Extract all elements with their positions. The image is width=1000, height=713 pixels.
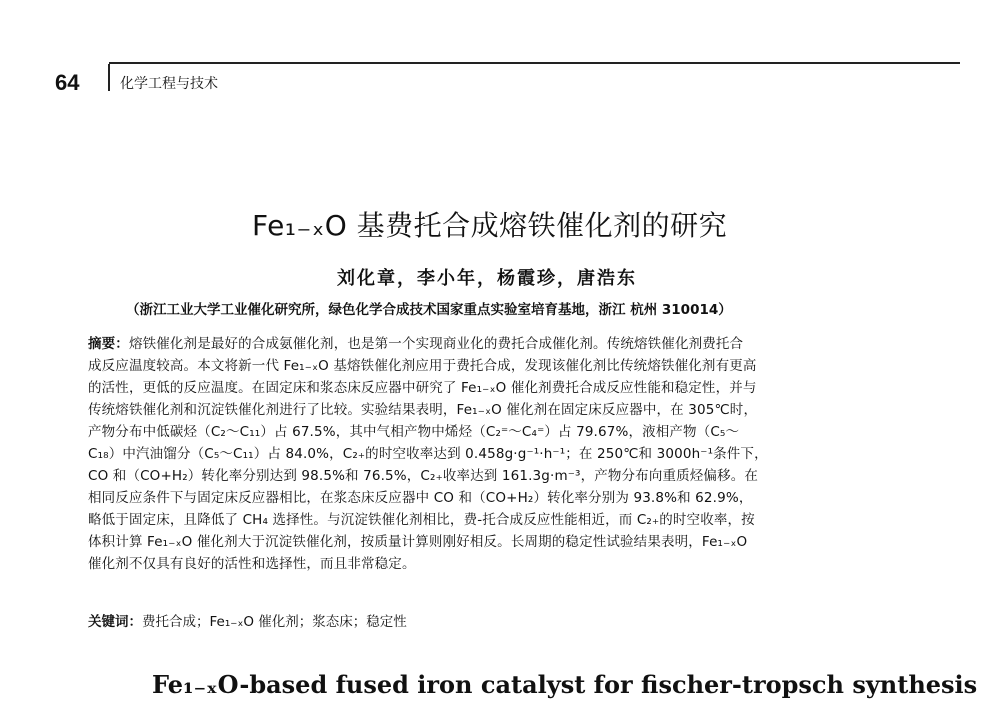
abstract-line: 体积计算 Fe₁₋ₓO 催化剂大于沉淀铁催化剂，按质量计算则刚好相反。长周期的稳定性试验结果表明，Fe₁₋ₓO [88,534,748,550]
keywords [88,610,407,630]
abstract [88,333,922,575]
abstract-line: C₁₈）中汽油馏分（C₅～C₁₁）占 84.0%，C₂₊的时空收率达到 0.458g·g⁻¹·h⁻¹；在 250℃和 3000h⁻¹条件下， [88,446,768,462]
page-header [42,58,962,94]
authors: 刘化章，李小年，杨霞珍，唐浩东 [337,268,637,289]
abstract-line: 成反应温度较高。本文将新一代 Fe₁₋ₓO 基熔铁催化剂应用于费托合成，发现该催化剂比传统熔铁催化剂有更高 [88,358,757,374]
keywords-text: 费托合成；Fe₁₋ₓO 催化剂；浆态床；稳定性 [142,614,407,630]
journal-name: 化学工程与技术 [120,76,218,92]
abstract-label: 摘要： [88,336,129,352]
english-title: Fe₁₋ₓO-based fused iron catalyst for fischer-tropsch synthesis [152,670,978,699]
abstract-line: CO 和（CO+H₂）转化率分别达到 98.5%和 76.5%，C₂₊收率达到 161.3g·m⁻³，产物分布向重质烃偏移。在 [88,468,759,484]
abstract-line [88,333,922,355]
abstract-line: 催化剂不仅具有良好的活性和选择性，而且非常稳定。 [88,556,416,572]
abstract-text: 熔铁催化剂是最好的合成氨催化剂，也是第一个实现商业化的费托合成催化剂。传统熔铁催化剂费托合 [128,336,744,352]
abstract-line: 的活性，更低的反应温度。在固定床和浆态床反应器中研究了 Fe₁₋ₓO 催化剂费托合成反应性能和稳定性，并与 [88,380,757,396]
abstract-line: 产物分布中低碳烃（C₂～C₁₁）占 67.5%，其中气相产物中烯烃（C₂⁼～C₄⁼）占 79.67%，液相产物（C₅～ [88,424,740,440]
abstract-line: 传统熔铁催化剂和沉淀铁催化剂进行了比较。实验结果表明，Fe₁₋ₓO 催化剂在固定床反应器中，在 305℃时， [88,402,758,418]
header-rule [109,62,960,64]
abstract-line: 相同反应条件下与固定床反应器相比，在浆态床反应器中 CO 和（CO+H₂）转化率分别为 93.8%和 62.9%， [88,490,753,506]
abstract-line: 略低于固定床，且降低了 CH₄ 选择性。与沉淀铁催化剂相比，费-托合成反应性能相近，而 C₂₊的时空收率，按 [88,512,755,528]
header-divider [108,64,110,91]
affiliation: （浙江工业大学工业催化研究所，绿色化学合成技术国家重点实验室培育基地，浙江 杭州 310014） [126,302,732,318]
chinese-title: Fe₁₋ₓO 基费托合成熔铁催化剂的研究 [252,209,728,242]
keywords-label: 关键词： [88,614,142,630]
page-number: 64 [55,70,80,95]
